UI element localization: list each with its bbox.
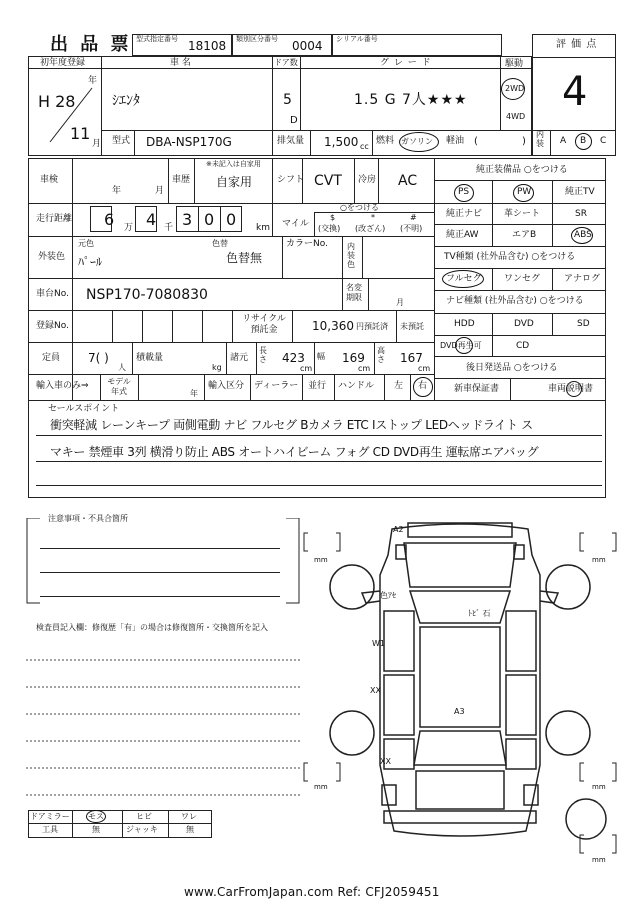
class-number-value: 0004 bbox=[292, 39, 323, 53]
dvd-play-circle bbox=[455, 337, 473, 354]
car-name: ｼｴﾝﾀ bbox=[112, 93, 140, 109]
shift-value: CVT bbox=[314, 173, 342, 189]
fuel-value: ガソリン bbox=[401, 137, 433, 146]
history-value: 自家用 bbox=[216, 175, 253, 189]
capacity-value: 7( ) bbox=[88, 351, 109, 365]
score-value: 4 bbox=[562, 69, 588, 115]
car-diagram bbox=[300, 515, 620, 855]
sales-line-1: 衝突軽減 レーンキープ 両側電動 ナビ フルセグ Bカメラ ETC Iストップ LEDヘッドライト ス bbox=[50, 418, 533, 432]
repaint-value: 色替無 bbox=[226, 251, 263, 265]
inspector-lines bbox=[26, 650, 306, 800]
doors-value: 5 bbox=[283, 92, 292, 108]
first-reg-month: 11 bbox=[70, 124, 91, 143]
abs-circle bbox=[571, 227, 593, 244]
mileage-digit-2: 4 bbox=[146, 210, 157, 229]
drive-2wd-circle bbox=[501, 78, 525, 100]
width-value: 169 bbox=[342, 351, 365, 365]
type-designation-value: 18108 bbox=[188, 39, 227, 53]
pw-circle bbox=[513, 184, 534, 202]
fuel-circle bbox=[399, 132, 439, 152]
interior-b-circle bbox=[575, 133, 592, 150]
mirror-circle bbox=[86, 810, 106, 823]
sales-line-2: マキー 禁煙車 3列 横滑り防止 ABS オートハイビーム フォグ CD DVD再生 運転席エアバッグ bbox=[50, 445, 539, 459]
mileage-digit-1: 6 bbox=[104, 210, 115, 229]
mileage-digit-3: 3 bbox=[182, 210, 193, 229]
model-value: DBA-NSP170G bbox=[146, 135, 232, 149]
caution-frame bbox=[26, 518, 300, 604]
manual-circle bbox=[566, 381, 582, 397]
length-value: 423 bbox=[282, 351, 305, 365]
chassis-value: NSP170-7080830 bbox=[86, 287, 208, 303]
orig-color-value: ﾊﾟｰﾙ bbox=[78, 255, 103, 269]
ac-value: AC bbox=[398, 173, 418, 189]
mileage-digit-4: 0 bbox=[204, 210, 215, 229]
height-value: 167 bbox=[400, 351, 423, 365]
grade-value: 1.5 G 7人★★★ bbox=[354, 92, 468, 108]
ps-circle bbox=[454, 184, 474, 202]
page-title: 出 品 票 bbox=[50, 34, 132, 55]
footer-watermark: www.CarFromJapan.com Ref: CFJ2059451 bbox=[184, 885, 440, 899]
recycle-value: 10,360 bbox=[312, 319, 354, 333]
first-reg-year: H 28 bbox=[38, 92, 76, 111]
handle-right-circle bbox=[413, 377, 433, 397]
mileage-digit-5: 0 bbox=[226, 210, 237, 229]
displacement-value: 1,500 bbox=[324, 135, 359, 149]
fullseg-circle bbox=[442, 270, 484, 288]
